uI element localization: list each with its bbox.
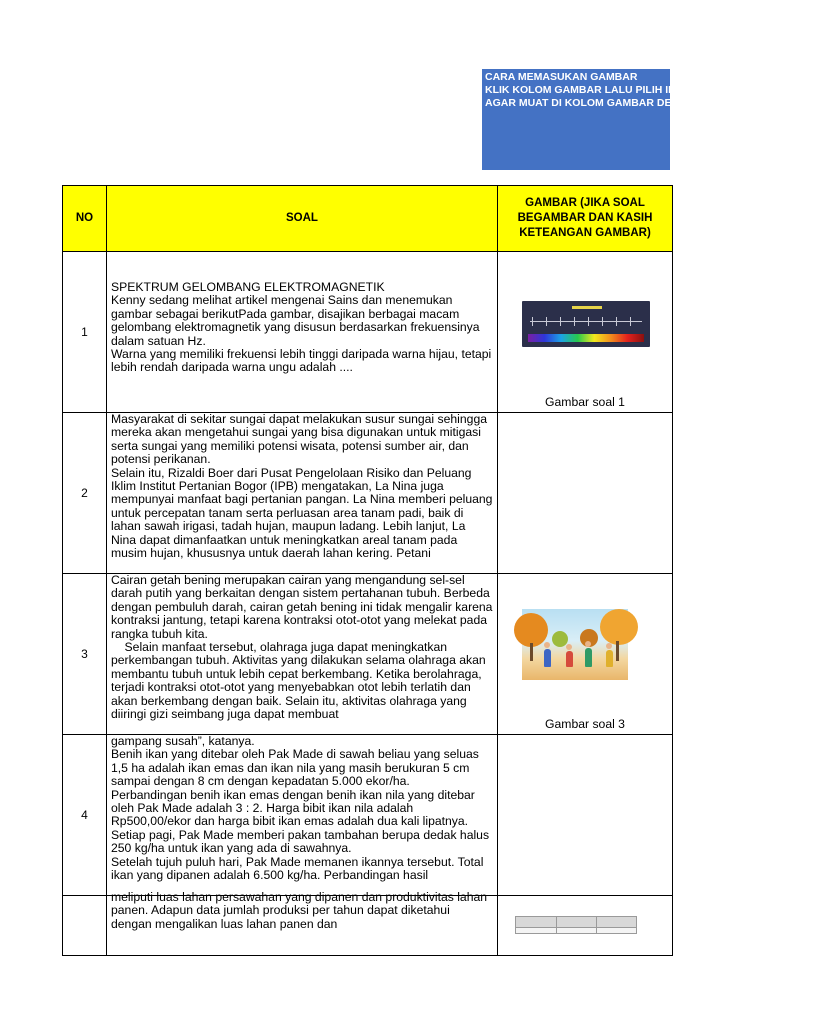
row-number[interactable]: [63, 896, 107, 956]
question-cell[interactable]: [107, 413, 498, 574]
image-caption: Gambar soal 3: [545, 717, 625, 731]
question-line: Benih ikan yang ditebar oleh Pak Made di sawah beliau yang seluas 1,5 ha adalah ikan emas dan ikan nila yang masih berukuran 5 cm sampai dengan 8 cm dengan kepadatan 5.000 ekor/ha.: [111, 747, 479, 789]
row-number[interactable]: 4: [63, 735, 107, 896]
question-line: Perbandingan benih ikan emas dengan benih ikan nila yang ditebar oleh Pak Made adalah 3 : 2. Harga bibit ikan nila adalah Rp500,00/ekor dan harga bibit ikan emas adalah dua kali lipatnya.: [111, 787, 475, 829]
question-line: Warna yang memiliki frekuensi lebih tinggi daripada warna hijau, tetapi lebih rendah daripada warna ungu adalah ....: [111, 347, 492, 375]
header-no[interactable]: NO: [63, 186, 107, 252]
header-gambar[interactable]: GAMBAR (JIKA SOAL BEGAMBAR DAN KASIH KETEANGAN GAMBAR): [498, 186, 673, 252]
question-line: SPEKTRUM GELOMBANG ELEKTROMAGNETIK: [111, 280, 385, 294]
header-soal[interactable]: SOAL: [107, 186, 498, 252]
image-cell[interactable]: [498, 252, 673, 413]
table-row: [63, 413, 673, 574]
row-number[interactable]: 2: [63, 413, 107, 574]
question-line: Cairan getah bening merupakan cairan yang mengandung sel-sel darah putih yang berkaitan dengan sistem pertahanan tubuh. Berbeda dengan pembuluh darah, cairan getah bening ini tidak mengalir karena kontraksi jantung, tetapi karena kontraksi otot-otot yang melekat pada rangka tubuh kita.: [111, 573, 493, 641]
question-cell[interactable]: [107, 574, 498, 735]
exercise-image: [522, 609, 628, 680]
table-row: [63, 252, 673, 413]
question-sheet: [62, 185, 672, 929]
question-line: Setiap pagi, Pak Made memberi pakan tambahan berupa dedak halus 250 kg/ha untuk ikan yang ada di sawahnya.: [111, 827, 490, 856]
image-caption: Gambar soal 1: [545, 395, 625, 409]
image-cell[interactable]: [498, 896, 673, 956]
table-row: [63, 735, 673, 896]
question-line: meliputi luas lahan persawahan yang dipanen dan produktivitas lahan panen. Adapun data jumlah produksi per tahun dapat diketahui dengan mengalikan luas lahan panen dan: [111, 890, 488, 931]
note-line: CARA MEMASUKAN GAMBAR: [485, 71, 638, 83]
question-cell[interactable]: [107, 252, 498, 413]
question-cell[interactable]: [107, 890, 498, 956]
question-table: [62, 185, 673, 956]
question-line: Selain itu, Rizaldi Boer dari Pusat Pengelolaan Risiko dan Peluang Iklim Institut Pertanian Bogor (IPB) mengatakan, La Nina juga mempunyai manfaat bagi pertanian pangan. La Nina memberi peluang untuk percepatan tanam serta perluasan area tanam padi, baik di lahan sawah irigasi, tadah hujan, maupun ladang. Lebih lanjut, La Nina dapat dimanfaatkan untuk meningkatkan areal tanam pada musim hujan, khususnya untuk daerah lahan kering. Petani: [111, 465, 493, 561]
question-line: gampang susah”, katanya.: [111, 734, 255, 748]
question-cell[interactable]: [107, 735, 498, 896]
instruction-note: [482, 69, 825, 170]
row-number[interactable]: 3: [63, 574, 107, 735]
image-cell[interactable]: [498, 413, 673, 574]
question-line: [111, 252, 493, 281]
row-number[interactable]: 1: [63, 252, 107, 413]
note-line: AGAR MUAT DI KOLOM GAMBAR DENGAN UKURAN YANG SESUAI: [485, 97, 825, 109]
table-image: [515, 916, 637, 934]
table-row: [63, 896, 673, 956]
header-row: [63, 186, 673, 252]
image-cell[interactable]: [498, 574, 673, 735]
image-cell[interactable]: [498, 735, 673, 896]
question-line: Selain manfaat tersebut, olahraga juga dapat meningkatkan perkembangan tubuh. Aktivitas yang dilakukan selama olahraga akan membantu tubuh untuk lebih cepat berkembang. Ketika berolahraga, terjadi kontraksi otot-otot yang menyebabkan otot lebih terlatih dan akan berkembang dengan baik. Selain itu, aktivitas olahraga yang diiringi gizi seimbang juga dapat membuat: [111, 640, 490, 722]
question-line: Masyarakat di sekitar sungai dapat melakukan susur sungai sehingga mereka akan mengetahui sungai yang bisa digunakan untuk mitigasi serta sungai yang memiliki potensi wisata, potensi sumber air, dan potensi perikanan.: [111, 412, 487, 467]
question-line: Kenny sedang melihat artikel mengenai Sains dan menemukan gambar sebagai berikutPada gambar, disajikan berbagai macam gelombang elektromagnetik yang disusun berdasarkan frekuensinya dalam satuan Hz.: [111, 293, 480, 348]
spectrum-image: [522, 301, 650, 347]
note-line: KLIK KOLOM GAMBAR LALU PILIH INSERT - PICTURE: [485, 84, 760, 96]
table-row: [63, 574, 673, 735]
question-line: Setelah tujuh puluh hari, Pak Made memanen ikannya tersebut. Total ikan yang dipanen adalah 6.500 kg/ha. Perbandingan hasil: [111, 854, 484, 883]
